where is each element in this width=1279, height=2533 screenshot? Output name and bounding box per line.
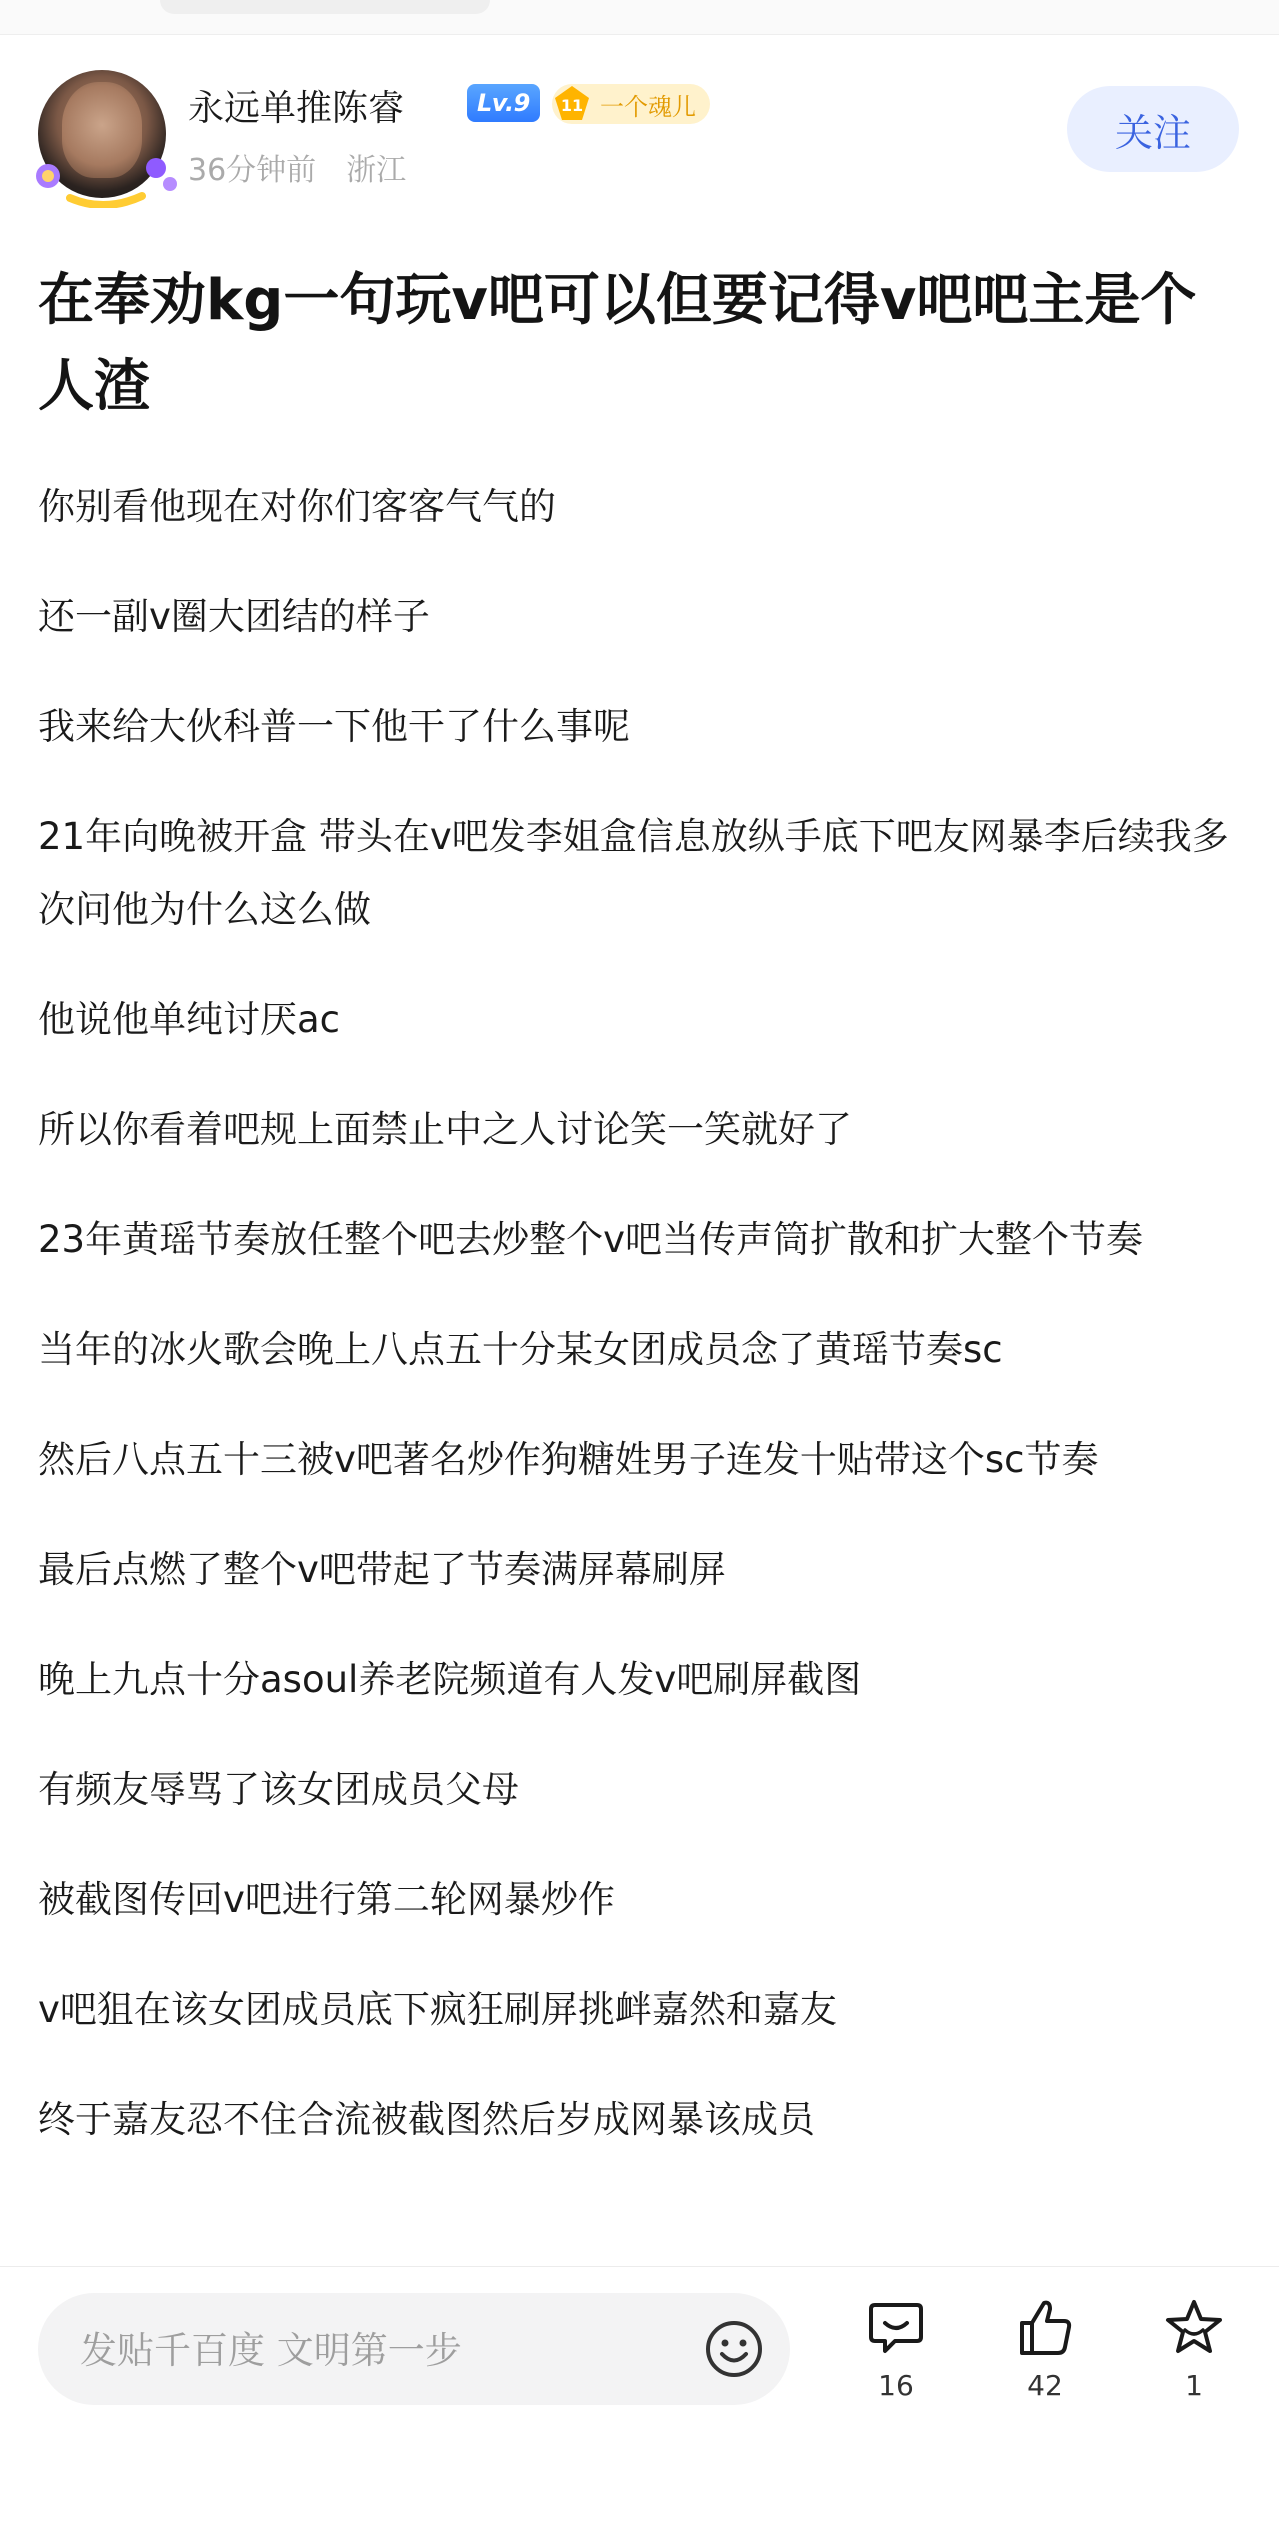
reply-input[interactable]	[78, 2293, 682, 2407]
paragraph: 所以你看着吧规上面禁止中之人讨论笑一笑就好了	[38, 1108, 852, 1151]
post-title: 在奉劝kg一句玩v吧可以但要记得v吧吧主是个人渣	[38, 268, 1197, 419]
paragraph: 还一副v圈大团结的样子	[38, 595, 430, 638]
comment-count: 16	[878, 2369, 914, 2402]
favorite-button[interactable]	[1139, 2297, 1249, 2402]
fan-badge-icon	[552, 84, 592, 124]
star-icon	[1163, 2297, 1225, 2359]
post-meta	[188, 145, 406, 189]
like-count: 42	[1027, 2369, 1063, 2402]
paragraph: 当年的冰火歌会晚上八点五十分某女团成员念了黄瑶节奏sc	[38, 1328, 1003, 1371]
fan-badge[interactable]	[552, 84, 710, 124]
paragraph: 然后八点五十三被v吧著名炒作狗糖姓男子连发十贴带这个sc节奏	[38, 1438, 1099, 1481]
top-strip	[0, 0, 1279, 35]
avatar-frame-icon	[30, 158, 180, 208]
emoji-icon[interactable]	[704, 2319, 764, 2379]
like-button[interactable]	[990, 2297, 1100, 2402]
author-avatar[interactable]	[38, 70, 166, 198]
paragraph: 终于嘉友忍不住合流被截图然后岁成网暴该成员	[38, 2098, 815, 2141]
level-badge: Lv.9	[467, 84, 540, 122]
comment-icon	[865, 2297, 927, 2359]
fan-badge-text: 一个魂儿	[600, 92, 696, 121]
paragraph: 21年向晚被开盒 带头在v吧发李姐盒信息放纵手底下吧友网暴李后续我多次问他为什么这么做	[38, 815, 1229, 931]
bottom-action-bar	[0, 2266, 1279, 2533]
post-location: 浙江	[346, 153, 407, 188]
paragraph: 最后点燃了整个v吧带起了节奏满屏幕刷屏	[38, 1548, 726, 1591]
paragraph: 有频友辱骂了该女团成员父母	[38, 1768, 519, 1811]
follow-button[interactable]: 关注	[1067, 86, 1239, 172]
author-name[interactable]: 永远单推陈睿	[188, 88, 405, 129]
paragraph: 23年黄瑶节奏放任整个吧去炒整个v吧当传声筒扩散和扩大整个节奏	[38, 1218, 1143, 1261]
post-header	[0, 60, 1279, 210]
reply-box[interactable]	[38, 2293, 790, 2405]
like-icon	[1014, 2297, 1076, 2359]
post-content	[38, 470, 1243, 2193]
paragraph: 晚上九点十分asoul养老院频道有人发v吧刷屏截图	[38, 1658, 862, 1701]
paragraph: 被截图传回v吧进行第二轮网暴炒作	[38, 1878, 615, 1921]
comment-button[interactable]	[841, 2297, 951, 2402]
top-search-pill	[160, 0, 490, 14]
fan-badge-level: 11	[560, 96, 584, 115]
paragraph: v吧狙在该女团成员底下疯狂刷屏挑衅嘉然和嘉友	[38, 1988, 837, 2031]
paragraph: 他说他单纯讨厌ac	[38, 998, 341, 1041]
favorite-count: 1	[1185, 2369, 1203, 2402]
paragraph: 你别看他现在对你们客客气气的	[38, 485, 556, 528]
paragraph: 我来给大伙科普一下他干了什么事呢	[38, 705, 630, 748]
post-time: 36分钟前	[188, 153, 317, 188]
